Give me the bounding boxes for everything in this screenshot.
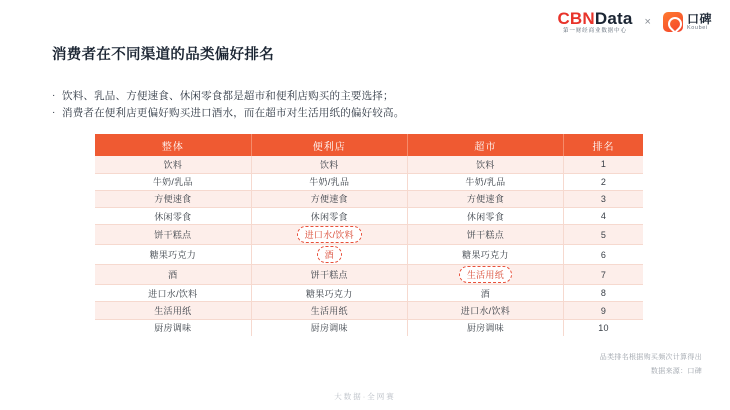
table-header-overall: 整体 xyxy=(95,134,251,156)
cell-rank: 5 xyxy=(564,225,643,245)
cell-convenience: 糖果巧克力 xyxy=(251,285,407,302)
table-row xyxy=(95,285,643,302)
cell-convenience: 休闲零食 xyxy=(251,208,407,225)
table-row xyxy=(95,319,643,336)
table xyxy=(95,134,643,336)
cell-overall: 饮料 xyxy=(95,156,251,173)
table-row xyxy=(95,156,643,173)
table-row xyxy=(95,190,643,207)
table-body xyxy=(95,156,643,336)
cell-supermarket: 牛奶/乳品 xyxy=(407,173,563,190)
cell-supermarket: 方便速食 xyxy=(407,190,563,207)
koubei-logo xyxy=(663,12,712,32)
cell-overall: 酒 xyxy=(95,265,251,285)
cell-rank: 10 xyxy=(564,319,643,336)
cell-overall: 休闲零食 xyxy=(95,208,251,225)
cell-supermarket: 酒 xyxy=(407,285,563,302)
table-row xyxy=(95,225,643,245)
table-row xyxy=(95,302,643,319)
cell-supermarket: 厨房调味 xyxy=(407,319,563,336)
koubei-logo-icon xyxy=(663,12,683,32)
cell-rank: 6 xyxy=(564,245,643,265)
cell-rank: 9 xyxy=(564,302,643,319)
table-header-rank: 排名 xyxy=(564,134,643,156)
cell-rank: 4 xyxy=(564,208,643,225)
cell-overall: 糖果巧克力 xyxy=(95,245,251,265)
cell-rank: 1 xyxy=(564,156,643,173)
cell-convenience: 生活用纸 xyxy=(251,302,407,319)
table-row xyxy=(95,173,643,190)
bullet-text: 消费者在便利店更偏好购买进口酒水，而在超市对生活用纸的偏好较高。 xyxy=(62,107,405,120)
cbndata-wordmark xyxy=(557,10,632,27)
cbndata-wordmark-data: Data xyxy=(594,9,633,28)
koubei-wordmark-en: Koubei xyxy=(686,24,708,31)
cell-rank: 2 xyxy=(564,173,643,190)
table-header-row xyxy=(95,134,643,156)
cell-rank: 3 xyxy=(564,190,643,207)
cell-supermarket: 饮料 xyxy=(407,156,563,173)
koubei-wordmark-cn: 口碑 xyxy=(686,12,712,27)
cell-rank: 7 xyxy=(564,265,643,285)
table-header-supermarket: 超市 xyxy=(407,134,563,156)
highlighted-value: 进口水/饮料 xyxy=(297,226,362,243)
cell-supermarket: 休闲零食 xyxy=(407,208,563,225)
table-header-convenience: 便利店 xyxy=(251,134,407,156)
cell-convenience xyxy=(251,245,407,265)
highlighted-value: 酒 xyxy=(317,246,342,263)
cell-convenience xyxy=(251,225,407,245)
cell-supermarket xyxy=(407,265,563,285)
cell-supermarket: 糖果巧克力 xyxy=(407,245,563,265)
list-item xyxy=(52,105,672,122)
page-title: 消费者在不同渠道的品类偏好排名 xyxy=(52,47,274,63)
bullet-text: 饮料、乳品、方便速食、休闲零食都是超市和便利店购买的主要选择； xyxy=(62,90,394,102)
table-row xyxy=(95,208,643,225)
cell-convenience: 牛奶/乳品 xyxy=(251,173,407,190)
cbndata-subtitle: 第一财经商业数据中心 xyxy=(562,28,627,34)
brand-separator: × xyxy=(644,16,651,29)
koubei-wordmark xyxy=(687,13,712,31)
cbndata-wordmark-cbn: CBN xyxy=(557,9,595,28)
list-item xyxy=(52,88,672,105)
cell-overall: 进口水/饮料 xyxy=(95,285,251,302)
cell-overall: 饼干糕点 xyxy=(95,225,251,245)
preference-ranking-table xyxy=(95,134,643,336)
bullet-marker-icon: · xyxy=(52,107,56,119)
footnote-source: 数据来源：口碑 xyxy=(650,368,702,375)
page-footer: 大数据·全网赛 xyxy=(334,392,396,401)
highlighted-value: 生活用纸 xyxy=(459,266,512,283)
cell-supermarket: 进口水/饮料 xyxy=(407,302,563,319)
cell-overall: 厨房调味 xyxy=(95,319,251,336)
cbndata-logo xyxy=(557,10,632,35)
cell-supermarket: 饼干糕点 xyxy=(407,225,563,245)
table-row xyxy=(95,245,643,265)
cell-overall: 生活用纸 xyxy=(95,302,251,319)
cell-overall: 牛奶/乳品 xyxy=(95,173,251,190)
table-row xyxy=(95,265,643,285)
footnote-methodology: 品类排名根据购买频次计算得出 xyxy=(599,354,702,361)
cell-convenience: 饮料 xyxy=(251,156,407,173)
brand-bar xyxy=(557,10,712,35)
cell-convenience: 饼干糕点 xyxy=(251,265,407,285)
cell-overall: 方便速食 xyxy=(95,190,251,207)
bullet-list xyxy=(52,88,672,123)
bullet-marker-icon: · xyxy=(52,90,56,101)
cell-rank: 8 xyxy=(564,285,643,302)
cell-convenience: 厨房调味 xyxy=(251,319,407,336)
cell-convenience: 方便速食 xyxy=(251,190,407,207)
